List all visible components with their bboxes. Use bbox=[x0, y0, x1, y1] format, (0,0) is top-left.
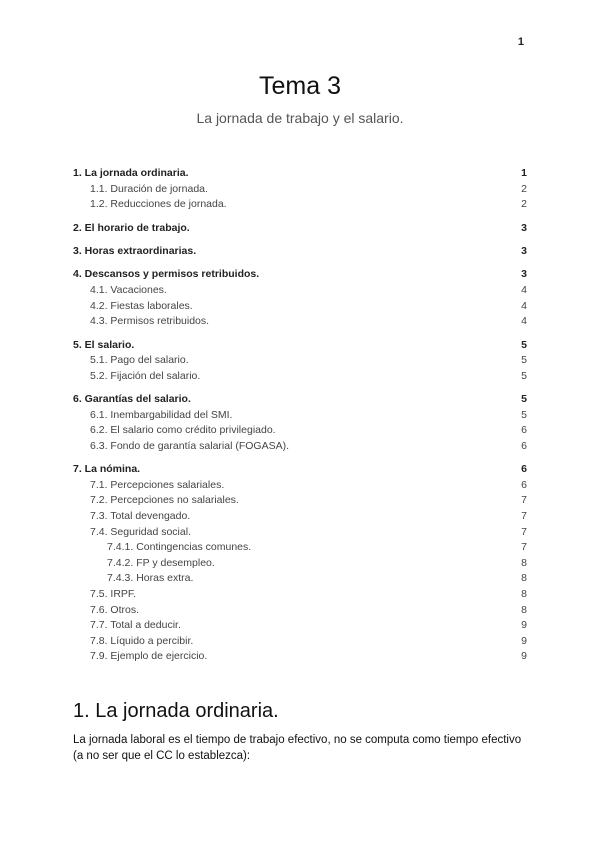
toc-entry-title: 1.2. Reducciones de jornada. bbox=[90, 198, 227, 211]
toc-entry[interactable] bbox=[73, 618, 527, 634]
toc-entry[interactable] bbox=[73, 462, 527, 478]
toc-entry[interactable] bbox=[73, 439, 527, 455]
toc-entry-page: 3 bbox=[521, 268, 527, 281]
toc-entry-page: 8 bbox=[521, 556, 527, 569]
toc-entry[interactable] bbox=[73, 267, 527, 283]
toc-entry[interactable] bbox=[73, 182, 527, 198]
toc-entry-title: 7.5. IRPF. bbox=[90, 588, 137, 601]
toc-entry-page: 9 bbox=[521, 634, 527, 647]
toc-entry[interactable] bbox=[73, 509, 527, 525]
toc-entry-title: 6.2. El salario como crédito privilegiado. bbox=[90, 424, 276, 437]
toc-entry-title: 7.4.2. FP y desempleo. bbox=[107, 556, 215, 569]
toc-entry[interactable] bbox=[73, 556, 527, 572]
toc-entry-page: 6 bbox=[521, 424, 527, 437]
toc-entry[interactable] bbox=[73, 197, 527, 213]
document-title: Tema 3 bbox=[259, 72, 341, 100]
toc-entry-page: 9 bbox=[521, 650, 527, 663]
toc-entry-page: 3 bbox=[521, 221, 527, 234]
toc-entry-title: 4.1. Vacaciones. bbox=[90, 283, 167, 296]
toc-entry-title: 7.6. Otros. bbox=[90, 603, 140, 616]
toc-entry[interactable] bbox=[73, 392, 527, 408]
toc-entry-title: 7.3. Total devengado. bbox=[90, 510, 191, 523]
toc-entry-title: 1. La jornada ordinaria. bbox=[73, 167, 189, 179]
toc-entry-page: 4 bbox=[521, 299, 527, 312]
toc-entry-page: 5 bbox=[521, 338, 527, 351]
toc-entry-page: 7 bbox=[521, 494, 527, 507]
toc-entry-title: 6. Garantías del salario. bbox=[73, 393, 191, 406]
toc-entry-title: 5. El salario. bbox=[73, 338, 135, 351]
toc-entry-page: 4 bbox=[521, 283, 527, 296]
toc-entry[interactable] bbox=[73, 525, 527, 541]
toc-entry[interactable] bbox=[73, 571, 527, 587]
toc-entry-title: 4. Descansos y permisos retribuidos. bbox=[73, 268, 260, 281]
toc-entry-title: 1.1. Duración de jornada. bbox=[90, 182, 208, 195]
toc-entry[interactable] bbox=[73, 221, 527, 237]
toc-entry-title: 7.8. Líquido a percibir. bbox=[90, 634, 194, 647]
toc-entry-page: 6 bbox=[521, 463, 527, 476]
toc-entry-title: 7.9. Ejemplo de ejercicio. bbox=[90, 650, 208, 663]
toc-entry[interactable] bbox=[73, 423, 527, 439]
toc-entry-title: 7.4.3. Horas extra. bbox=[107, 572, 194, 585]
toc-entry-page: 4 bbox=[521, 315, 527, 328]
toc-entry-page: 5 bbox=[521, 354, 527, 367]
toc-entry-title: 4.2. Fiestas laborales. bbox=[90, 299, 193, 312]
document-subtitle: La jornada de trabajo y el salario. bbox=[196, 110, 404, 126]
toc-entry-page: 2 bbox=[521, 198, 527, 211]
toc-entry-title: 7.1. Percepciones salariales. bbox=[90, 478, 225, 491]
toc-entry[interactable] bbox=[73, 587, 527, 603]
toc-entry-page: 6 bbox=[521, 439, 527, 452]
toc-entry-title: 6.1. Inembargabilidad del SMI. bbox=[90, 408, 233, 421]
toc-entry-page: 9 bbox=[521, 619, 527, 632]
toc-entry[interactable] bbox=[73, 634, 527, 650]
toc-entry[interactable] bbox=[73, 603, 527, 619]
toc-entry[interactable] bbox=[73, 369, 527, 385]
toc-entry[interactable] bbox=[73, 244, 527, 260]
toc-entry-page: 5 bbox=[521, 408, 527, 421]
toc-entry-page: 3 bbox=[521, 244, 527, 257]
toc-entry[interactable] bbox=[73, 283, 527, 299]
toc-entry-page: 8 bbox=[521, 572, 527, 585]
toc-entry-title: 5.2. Fijación del salario. bbox=[90, 369, 201, 382]
toc-entry-page: 8 bbox=[521, 603, 527, 616]
body-paragraph: La jornada laboral es el tiempo de trabajo efectivo, no se computa como tiempo efectivo (a no ser que el CC lo establezca): bbox=[73, 734, 522, 762]
toc-entry[interactable] bbox=[73, 353, 527, 369]
toc-entry-title: 7.4.1. Contingencias comunes. bbox=[107, 541, 252, 554]
toc-entry-page: 8 bbox=[521, 588, 527, 601]
toc-entry-page: 6 bbox=[521, 478, 527, 491]
section-heading: 1. La jornada ordinaria. bbox=[73, 700, 279, 722]
toc-entry-page: 7 bbox=[521, 525, 527, 538]
toc-entry[interactable] bbox=[73, 493, 527, 509]
table-of-contents bbox=[73, 166, 527, 665]
toc-entry-title: 7.7. Total a deducir. bbox=[90, 619, 181, 632]
toc-entry-title: 4.3. Permisos retribuidos. bbox=[90, 315, 210, 328]
toc-entry-page: 7 bbox=[521, 510, 527, 523]
toc-entry[interactable] bbox=[73, 314, 527, 330]
toc-entry[interactable] bbox=[73, 649, 527, 665]
toc-entry-page: 7 bbox=[521, 541, 527, 554]
toc-entry[interactable] bbox=[73, 408, 527, 424]
toc-entry[interactable] bbox=[73, 299, 527, 315]
toc-entry-page: 5 bbox=[521, 369, 527, 382]
toc-entry-page: 2 bbox=[521, 182, 527, 195]
toc-entry-page: 1 bbox=[521, 167, 527, 179]
toc-entry-title: 7. La nómina. bbox=[73, 463, 141, 476]
toc-entry[interactable] bbox=[73, 478, 527, 494]
toc-entry-page: 5 bbox=[521, 393, 527, 406]
toc-entry-title: 2. El horario de trabajo. bbox=[73, 221, 190, 234]
toc-entry-title: 6.3. Fondo de garantía salarial (FOGASA). bbox=[90, 439, 290, 452]
toc-entry-title: 3. Horas extraordinarias. bbox=[73, 244, 197, 257]
toc-entry-title: 5.1. Pago del salario. bbox=[90, 354, 189, 367]
toc-entry[interactable] bbox=[73, 166, 527, 182]
page-number: 1 bbox=[517, 36, 524, 48]
toc-entry-title: 7.2. Percepciones no salariales. bbox=[90, 494, 239, 507]
toc-entry[interactable] bbox=[73, 338, 527, 354]
toc-entry-title: 7.4. Seguridad social. bbox=[90, 525, 191, 538]
toc-entry[interactable] bbox=[73, 540, 527, 556]
